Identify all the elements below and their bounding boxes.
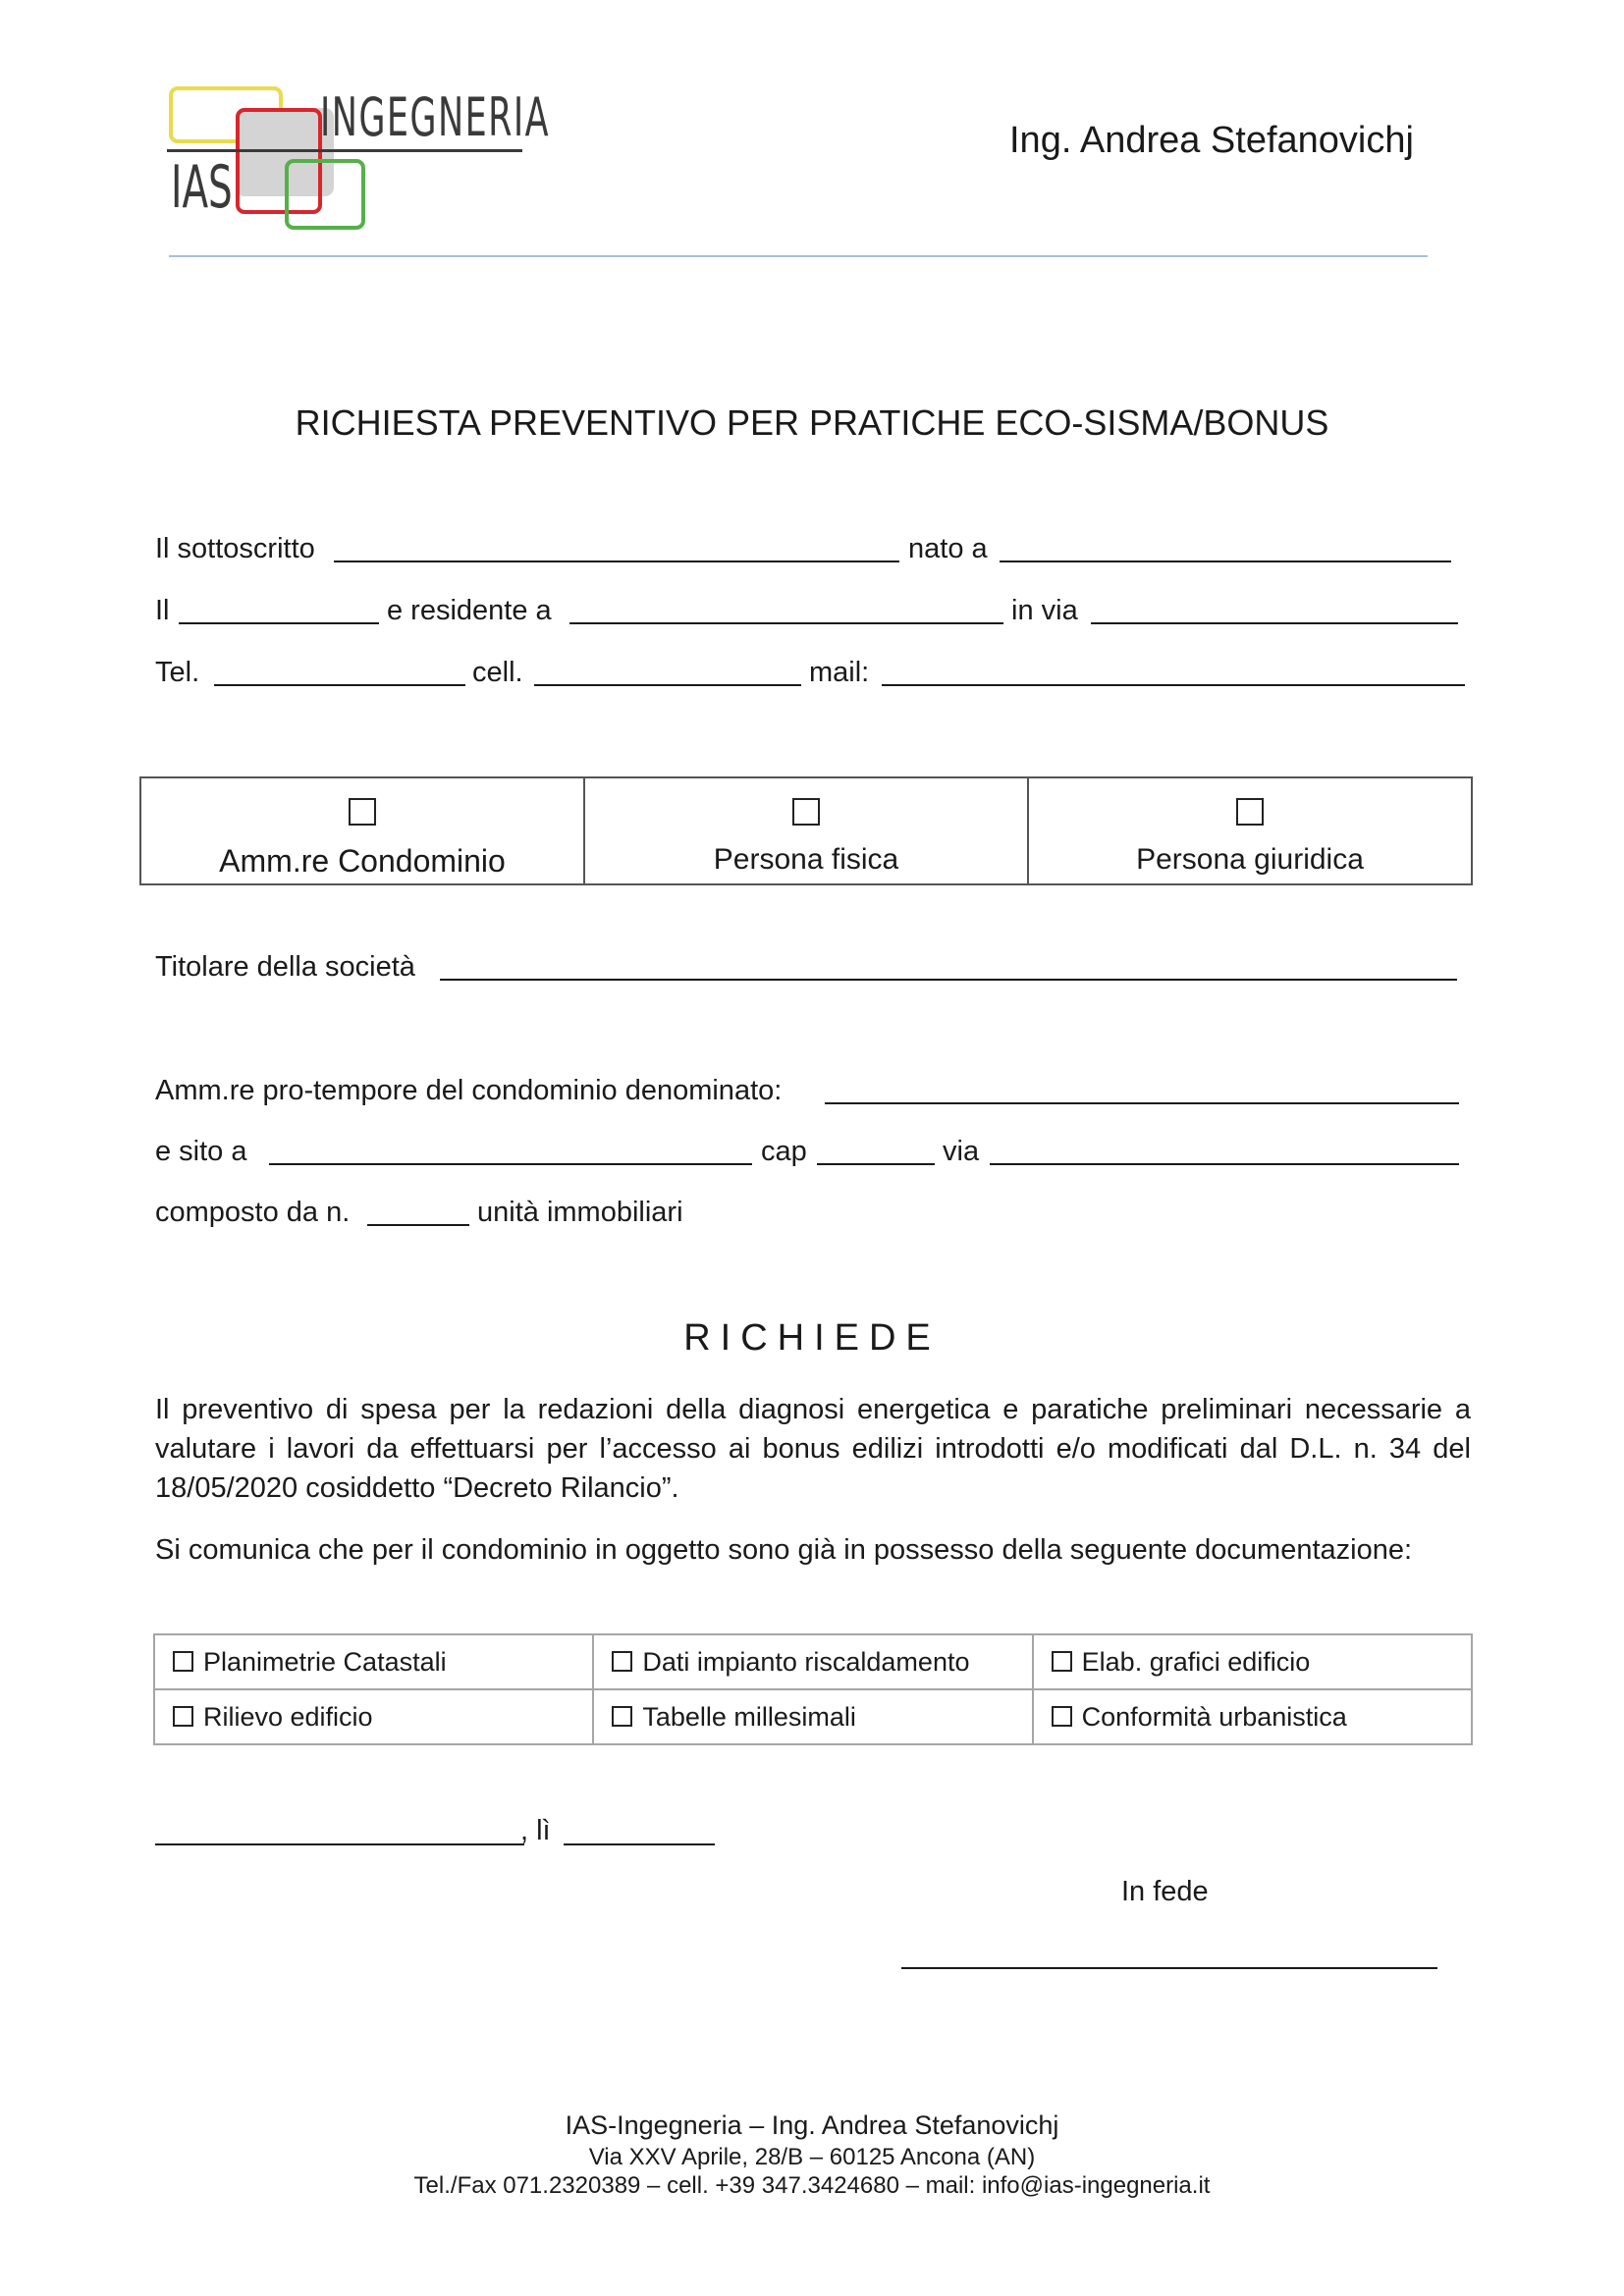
header-divider [169, 255, 1428, 257]
company-logo [167, 80, 550, 228]
logo-word-ias: IAS [171, 153, 233, 222]
titolare-label: Titolare della società [155, 951, 415, 983]
type-option-amministratore[interactable] [141, 778, 585, 883]
via-label: in via [1011, 595, 1078, 626]
signature-field[interactable] [901, 1967, 1437, 1969]
sottoscritto-field[interactable] [334, 561, 899, 562]
document-option[interactable] [1033, 1634, 1472, 1689]
logo-word-ingegneria: INGEGNERIA [320, 86, 550, 148]
document-option[interactable] [593, 1634, 1032, 1689]
checkbox[interactable] [173, 1651, 193, 1672]
titolare-field[interactable] [440, 979, 1457, 981]
cap-label: cap [761, 1136, 807, 1167]
type-option-persona-fisica[interactable] [585, 778, 1029, 883]
amm-label: Amm.re pro-tempore del condominio denominato: [155, 1075, 783, 1106]
type-option-label: Amm.re Condominio [219, 843, 506, 879]
residente-label: e residente a [387, 595, 552, 626]
section-heading-richiede: RICHIEDE [683, 1317, 941, 1359]
document-label: Planimetrie Catastali [203, 1646, 447, 1677]
document-option[interactable] [593, 1689, 1032, 1744]
condominio-via-label: via [943, 1136, 980, 1167]
type-option-label: Persona giuridica [1136, 843, 1364, 876]
cell-field[interactable] [534, 684, 801, 686]
mail-label: mail: [809, 657, 870, 688]
nato-field[interactable] [1000, 561, 1451, 562]
document-option[interactable] [154, 1689, 593, 1744]
checkbox[interactable] [1236, 798, 1264, 826]
via-field[interactable] [1091, 622, 1458, 624]
sottoscritto-label: Il sottoscritto [155, 533, 315, 564]
nato-label: nato a [908, 533, 988, 564]
document-label: Tabelle millesimali [642, 1701, 856, 1732]
requester-type-table [139, 776, 1473, 885]
checkbox[interactable] [1052, 1651, 1072, 1672]
document-option[interactable] [1033, 1689, 1472, 1744]
author-name: Ing. Andrea Stefanovichj [1009, 120, 1414, 161]
condominio-name-field[interactable] [825, 1102, 1459, 1104]
il-label: Il [155, 595, 170, 626]
footer-company: IAS-Ingegneria – Ing. Andrea Stefanovichj [565, 2110, 1059, 2140]
mail-field[interactable] [882, 684, 1465, 686]
logo-underline [167, 149, 522, 152]
sito-field[interactable] [269, 1163, 752, 1165]
document-option[interactable] [154, 1634, 593, 1689]
documentation-paragraph: Si comunica che per il condominio in oggetto sono già in possesso della seguente documentazione: [155, 1534, 1413, 1566]
document-label: Conformità urbanistica [1081, 1701, 1347, 1732]
cap-field[interactable] [817, 1163, 935, 1165]
document-label: Rilievo edificio [203, 1701, 373, 1732]
checkbox[interactable] [173, 1706, 193, 1727]
type-option-label: Persona fisica [713, 843, 899, 876]
documents-table [153, 1633, 1473, 1745]
tel-field[interactable] [214, 684, 465, 686]
checkbox[interactable] [1052, 1706, 1072, 1727]
data-nascita-field[interactable] [179, 622, 379, 624]
page-title: RICHIESTA PREVENTIVO PER PRATICHE ECO-SISMA/BONUS [295, 402, 1329, 443]
document-label: Dati impianto riscaldamento [642, 1646, 970, 1677]
table-row [154, 1634, 1472, 1689]
unita-label: unità immobiliari [477, 1197, 683, 1228]
checkbox[interactable] [612, 1651, 632, 1672]
condominio-via-field[interactable] [990, 1163, 1459, 1165]
residenza-field[interactable] [569, 622, 1003, 624]
li-label: , lì [520, 1815, 551, 1846]
type-option-persona-giuridica[interactable] [1029, 778, 1471, 883]
footer-contacts: Tel./Fax 071.2320389 – cell. +39 347.3424680 – mail: info@ias-ingegneria.it [413, 2172, 1211, 2199]
checkbox[interactable] [349, 798, 376, 826]
request-paragraph: Il preventivo di spesa per la redazioni della diagnosi energetica e paratiche preliminari necessarie a valutare i lavori da effettuarsi per l’accesso ai bonus edilizi introdotti e/o modificati dal D.L. n. 34 del 18/05/2020 cosiddetto “Decreto Rilancio”. [155, 1394, 1471, 1504]
unita-count-field[interactable] [367, 1224, 469, 1226]
checkbox[interactable] [612, 1706, 632, 1727]
cell-label: cell. [472, 657, 523, 688]
sito-label: e sito a [155, 1136, 247, 1167]
tel-label: Tel. [155, 657, 200, 688]
table-row [154, 1689, 1472, 1744]
logo-green-square [285, 159, 365, 230]
date-field[interactable] [564, 1843, 715, 1845]
composto-label: composto da n. [155, 1197, 351, 1228]
place-field[interactable] [155, 1843, 524, 1845]
checkbox[interactable] [792, 798, 820, 826]
footer-address: Via XXV Aprile, 28/B – 60125 Ancona (AN) [588, 2144, 1036, 2170]
in-fede-label: In fede [1121, 1876, 1209, 1907]
document-label: Elab. grafici edificio [1081, 1646, 1311, 1677]
